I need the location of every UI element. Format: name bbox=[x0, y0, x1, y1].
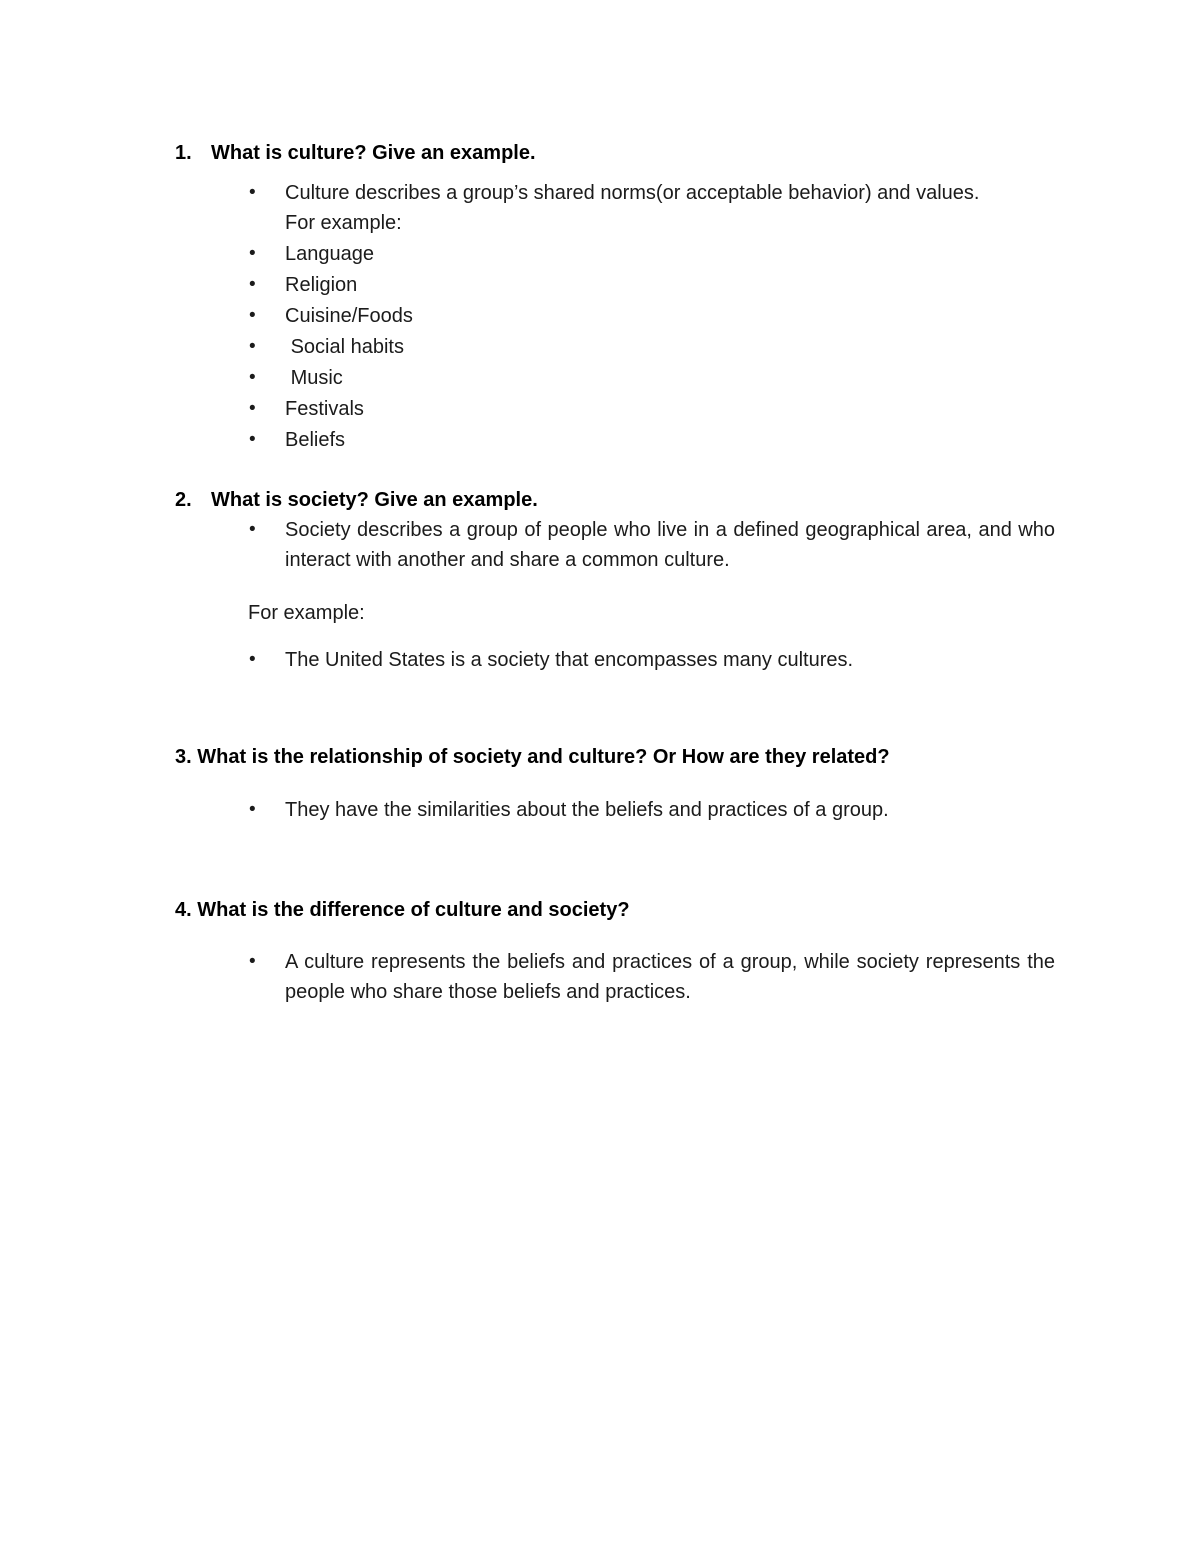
bullet-item bbox=[175, 301, 1055, 331]
bullet-item bbox=[175, 515, 1055, 575]
question-2-text: What is society? Give an example. bbox=[211, 489, 538, 511]
bullet-item-text: A culture represents the beliefs and practices of a group, while society represents the people who share those beliefs and practices. bbox=[285, 951, 1055, 1003]
bullet-item bbox=[175, 363, 1055, 393]
bullet-item bbox=[175, 332, 1055, 362]
bullet-item-text: Festivals bbox=[285, 398, 364, 420]
question-1-text: What is culture? Give an example. bbox=[211, 142, 536, 164]
question-3-text: 3. What is the relationship of society and culture? Or How are they related? bbox=[175, 746, 890, 768]
bullet-item bbox=[175, 178, 1055, 238]
bullet-item-text: Language bbox=[285, 243, 374, 265]
bullet-item-text: Cuisine/Foods bbox=[285, 305, 413, 327]
bullet-item-text: Society describes a group of people who live in a defined geographical area, and who interact with another and share a common culture. bbox=[285, 519, 1055, 571]
culture-examples-list bbox=[175, 178, 1055, 455]
bullet-item bbox=[175, 645, 1055, 675]
qa-section-1 bbox=[175, 138, 1055, 455]
question-1-number: 1. bbox=[175, 142, 192, 164]
question-1 bbox=[175, 138, 1055, 168]
bullet-item-text: They have the similarities about the beliefs and practices of a group. bbox=[285, 799, 889, 821]
bullet-item bbox=[175, 425, 1055, 455]
bullet-item bbox=[175, 270, 1055, 300]
qa-section-4 bbox=[175, 895, 1055, 1007]
bullet-item-text: Culture describes a group’s shared norms(or acceptable behavior) and values. bbox=[285, 182, 980, 204]
bullet-item bbox=[175, 239, 1055, 269]
qa-section-2 bbox=[175, 485, 1055, 675]
bullet-item-text: Religion bbox=[285, 274, 358, 296]
bullet-item-text: The United States is a society that encompasses many cultures. bbox=[285, 649, 854, 671]
bullet-item bbox=[175, 394, 1055, 424]
bullet-item-text: Beliefs bbox=[285, 429, 346, 451]
bullet-item bbox=[175, 947, 1055, 1007]
bullet-item bbox=[175, 795, 1055, 825]
bullet-item-text: Social habits bbox=[285, 336, 404, 358]
question-2 bbox=[175, 485, 1055, 515]
qa-section-3 bbox=[175, 742, 1055, 825]
question-2-number: 2. bbox=[175, 489, 192, 511]
bullet-item-text: Music bbox=[285, 367, 343, 389]
for-example-label: For example: bbox=[248, 602, 365, 624]
for-example-label: For example: bbox=[285, 212, 402, 234]
question-4-text: 4. What is the difference of culture and society? bbox=[175, 899, 630, 921]
